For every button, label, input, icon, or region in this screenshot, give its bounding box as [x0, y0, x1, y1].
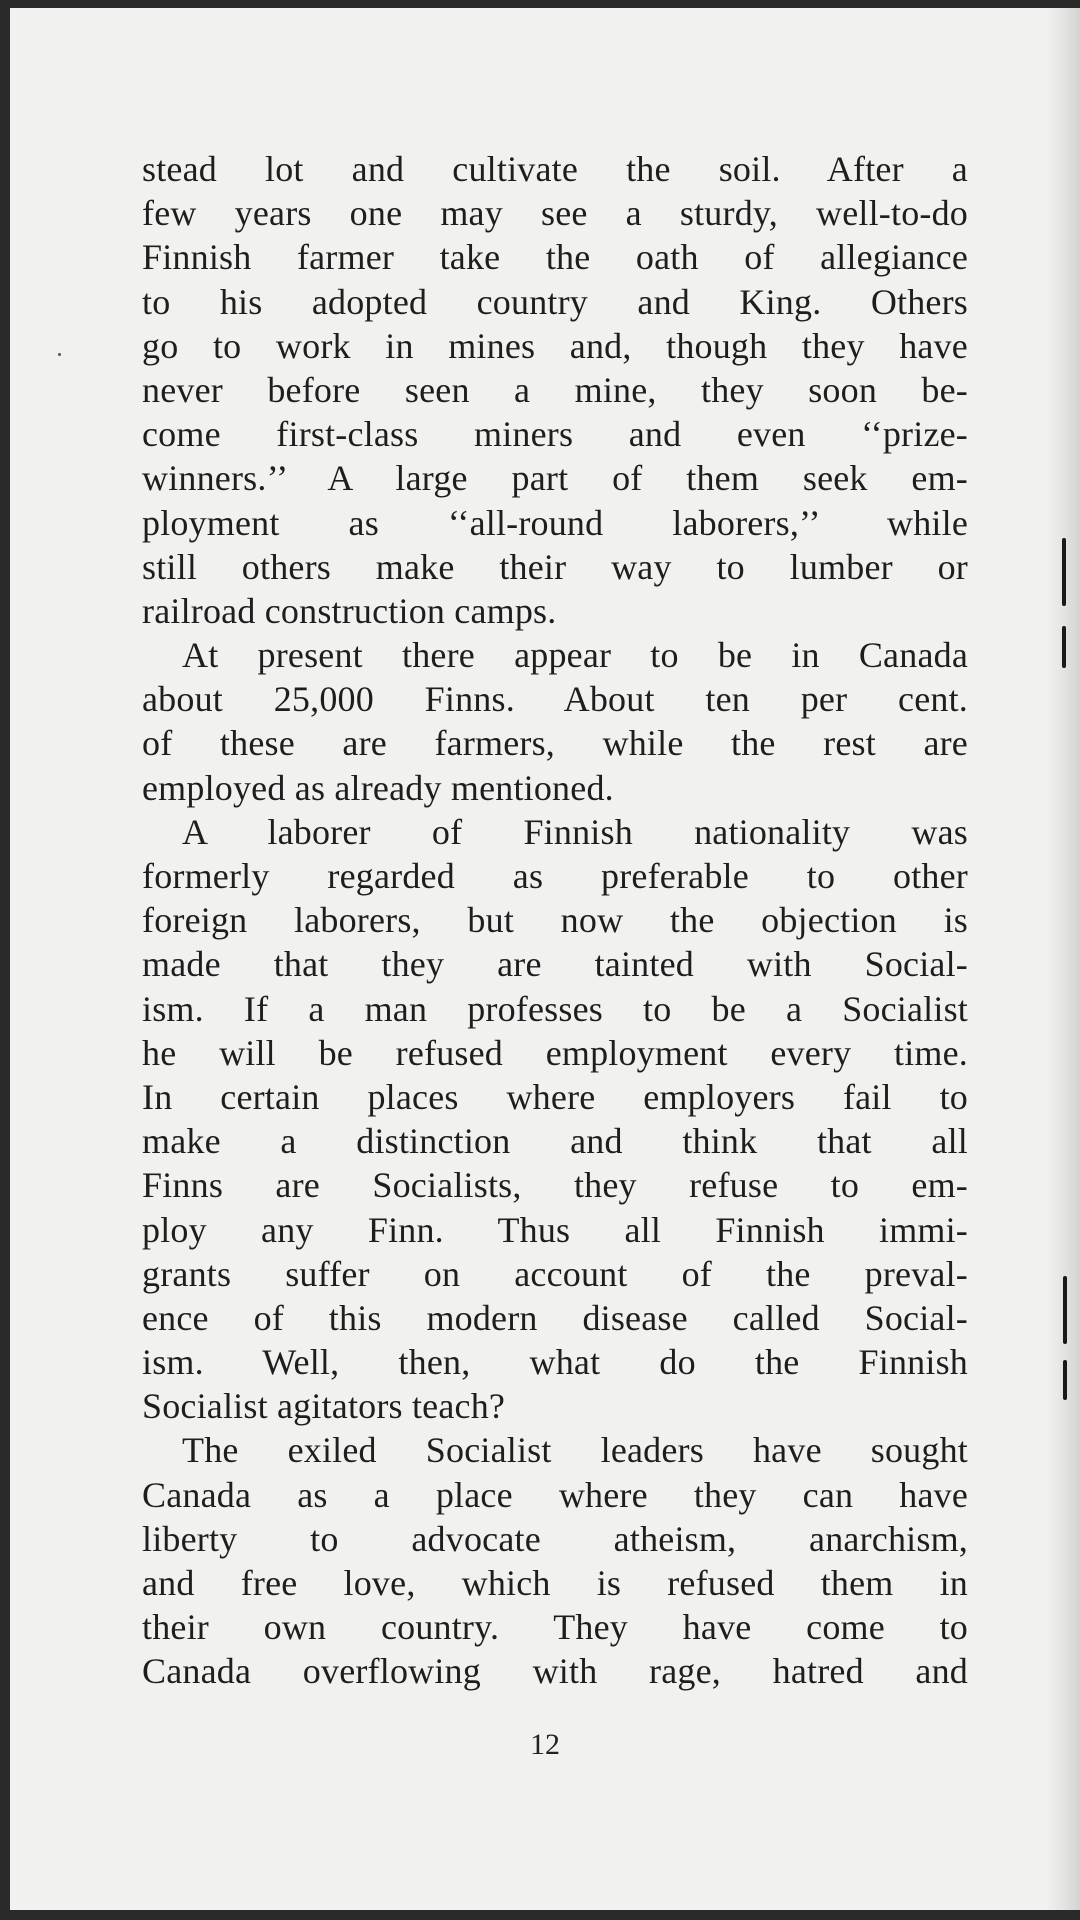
edge-mark: [1063, 1276, 1067, 1344]
text-line: he will be refused employment every time.: [142, 1032, 968, 1073]
text-line: Finnish farmer take the oath of allegiance: [142, 237, 968, 278]
text-line: Canada overflowing with rage, hatred and: [142, 1651, 968, 1692]
text-line: ism. If a man professes to be a Socialist: [142, 988, 968, 1029]
text-line: still others make their way to lumber or: [142, 546, 968, 587]
text-line: come first-class miners and even ‘‘prize-: [142, 414, 968, 455]
text-line: ploy any Finn. Thus all Finnish immi-: [142, 1209, 968, 1250]
text-line: A laborer of Finnish nationality was: [182, 811, 968, 852]
text-line: liberty to advocate atheism, anarchism,: [142, 1518, 968, 1559]
text-line: stead lot and cultivate the soil. After a: [142, 149, 968, 189]
edge-mark: [1062, 538, 1066, 606]
text-line: foreign laborers, but now the objection is: [142, 900, 968, 941]
text-line: make a distinction and think that all: [142, 1121, 968, 1162]
edge-mark: [1062, 626, 1066, 668]
page-number: 12: [530, 1728, 560, 1761]
text-line: Socialist agitators teach?: [142, 1386, 506, 1427]
text-line: to his adopted country and King. Others: [142, 281, 968, 322]
text-line: few years one may see a sturdy, well-to-do: [142, 193, 968, 234]
text-line: The exiled Socialist leaders have sought: [182, 1430, 968, 1471]
text-line: their own country. They have come to: [142, 1607, 968, 1648]
text-line: about 25,000 Finns. About ten per cent.: [142, 679, 968, 720]
text-line: railroad construction camps.: [142, 590, 557, 631]
text-line: grants suffer on account of the preval-: [142, 1253, 968, 1294]
edge-mark: [1063, 1360, 1067, 1400]
text-line: ism. Well, then, what do the Finnish: [142, 1342, 968, 1383]
text-line: formerly regarded as preferable to other: [142, 856, 968, 896]
page-edge-shadow: [1046, 8, 1080, 1910]
text-line: go to work in mines and, though they have: [142, 325, 968, 366]
text-line: of these are farmers, while the rest are: [142, 723, 968, 764]
text-line: Finns are Socialists, they refuse to em-: [142, 1165, 968, 1206]
text-line: made that they are tainted with Social-: [142, 944, 968, 985]
text-line: ence of this modern disease called Social-: [142, 1297, 968, 1338]
text-line: At present there appear to be in Canada: [182, 635, 968, 676]
text-line: and free love, which is refused them in: [142, 1563, 968, 1603]
body-text: [142, 147, 968, 1694]
text-line: Canada as a place where they can have: [142, 1474, 968, 1515]
text-line: employed as already mentioned.: [142, 767, 614, 808]
text-line: In certain places where employers fail to: [142, 1076, 968, 1117]
stray-mark: [58, 353, 61, 356]
text-line: winners.’’ A large part of them seek em-: [142, 458, 968, 499]
document-page: [10, 8, 1080, 1910]
text-line: ployment as ‘‘all-round laborers,’’ while: [142, 502, 968, 543]
text-line: never before seen a mine, they soon be-: [142, 369, 968, 410]
